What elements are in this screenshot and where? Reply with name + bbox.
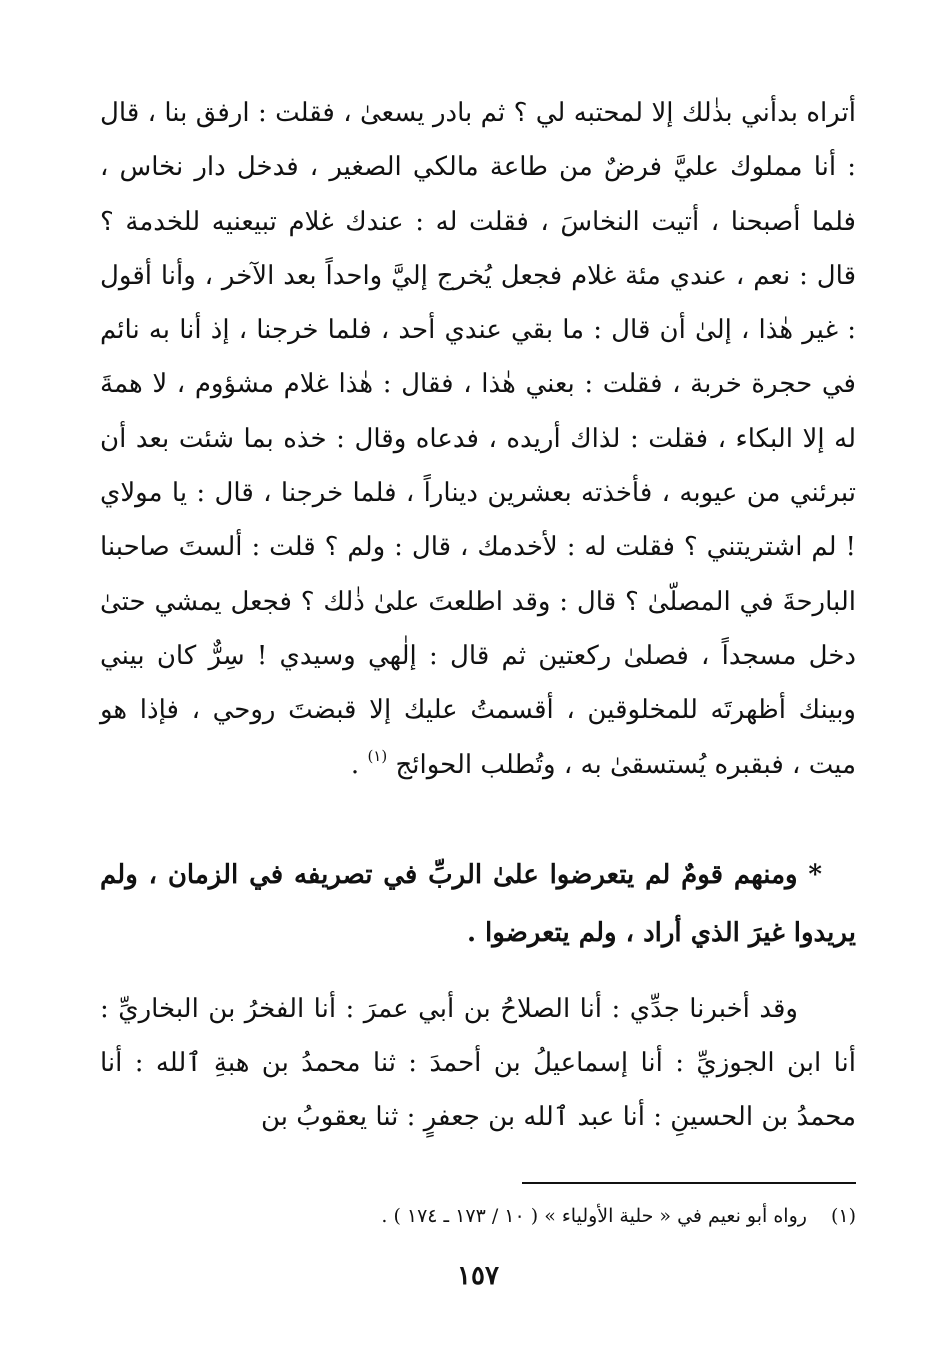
page-number: ١٥٧	[457, 1261, 499, 1291]
paragraph-3-text: وقد أخبرنا جدِّي : أنا الصلاحُ بن أبي عمرَ : أنا الفخرُ بن البخاريِّ : أنا ابن الجوزيِّ : أنا إسماعيلُ بن أحمدَ : ثنا محمدُ بن هبةِ ٱلله : أنا محمدُ بن الحسينِ : أنا عبد ٱلله بن جعفرٍ : ثنا يعقوبُ بن	[100, 994, 856, 1132]
footnote-divider	[522, 1182, 856, 1184]
footnote	[100, 1198, 856, 1234]
paragraph-1-text: أتراه بدأني بذٰلك إلا لمحتبه لي ؟ ثم بادر يسعىٰ ، فقلت : ارفق بنا ، قال : أنا مملوك عليَّ فرضٌ من طاعة مالكي الصغير ، فدخل دار نخاس ، فلما أصبحنا ، أتيت النخاسَ ، فقلت له : عندك غلام تبيعنيه للخدمة ؟ قال : نعم ، عندي مئة غلام فجعل يُخرج إليَّ واحداً بعد الآخر ، وأنا أقول : غير هٰذا ، إلىٰ أن قال : ما بقي عندي أحد ، فلما خرجنا ، إذ أنا به نائم في حجرة خربة ، فقلت : بعني هٰذا ، فقال : هٰذا غلام مشؤوم ، لا همةَ له إلا البكاء ، فقلت : لذاك أريده ، فدعاه وقال : خذه بما شئت بعد أن تبرئني من عيوبه ، فأخذته بعشرين ديناراً ، فلما خرجنا ، قال : يا مولاي ! لم اشتريتني ؟ فقلت له : لأخدمك ، قال : ولم ؟ قلت : ألستَ صاحبنا البارحةَ في المصلّىٰ ؟ قال : وقد اطلعتَ علىٰ ذٰلك ؟ فجعل يمشي حتىٰ دخل مسجداً ، فصلىٰ ركعتين ثم قال : إلٰهي وسيدي ! سِرٌّ كان بيني وبينك أظهرتَه للمخلوقين ، أقسمتُ عليك إلا قبضتَ روحي ، فإذا هو ميت ، فبقبره يُستسقىٰ به ، وتُطلب الحوائج	[100, 98, 856, 780]
paragraph-1-end: .	[350, 749, 360, 780]
paragraph-section-heading	[100, 846, 856, 962]
footnote-text: رواه أبو نعيم في « حلية الأولياء » ( ١٠ / ١٧٣ ـ ١٧٤ ) .	[381, 1205, 807, 1227]
section-marker: *	[808, 860, 822, 890]
paragraph-isnad	[100, 982, 856, 1144]
paragraph-2-text: ومنهم قومٌ لم يتعرضوا علىٰ الربِّ في تصريفه في الزمان ، ولم يريدوا غيرَ الذي أراد ، ولم يتعرضوا .	[100, 860, 856, 948]
paragraph-story	[100, 86, 856, 792]
footnote-reference: (١)	[367, 746, 388, 765]
book-page	[100, 0, 856, 1372]
footnote-mark: (١)	[830, 1205, 856, 1227]
